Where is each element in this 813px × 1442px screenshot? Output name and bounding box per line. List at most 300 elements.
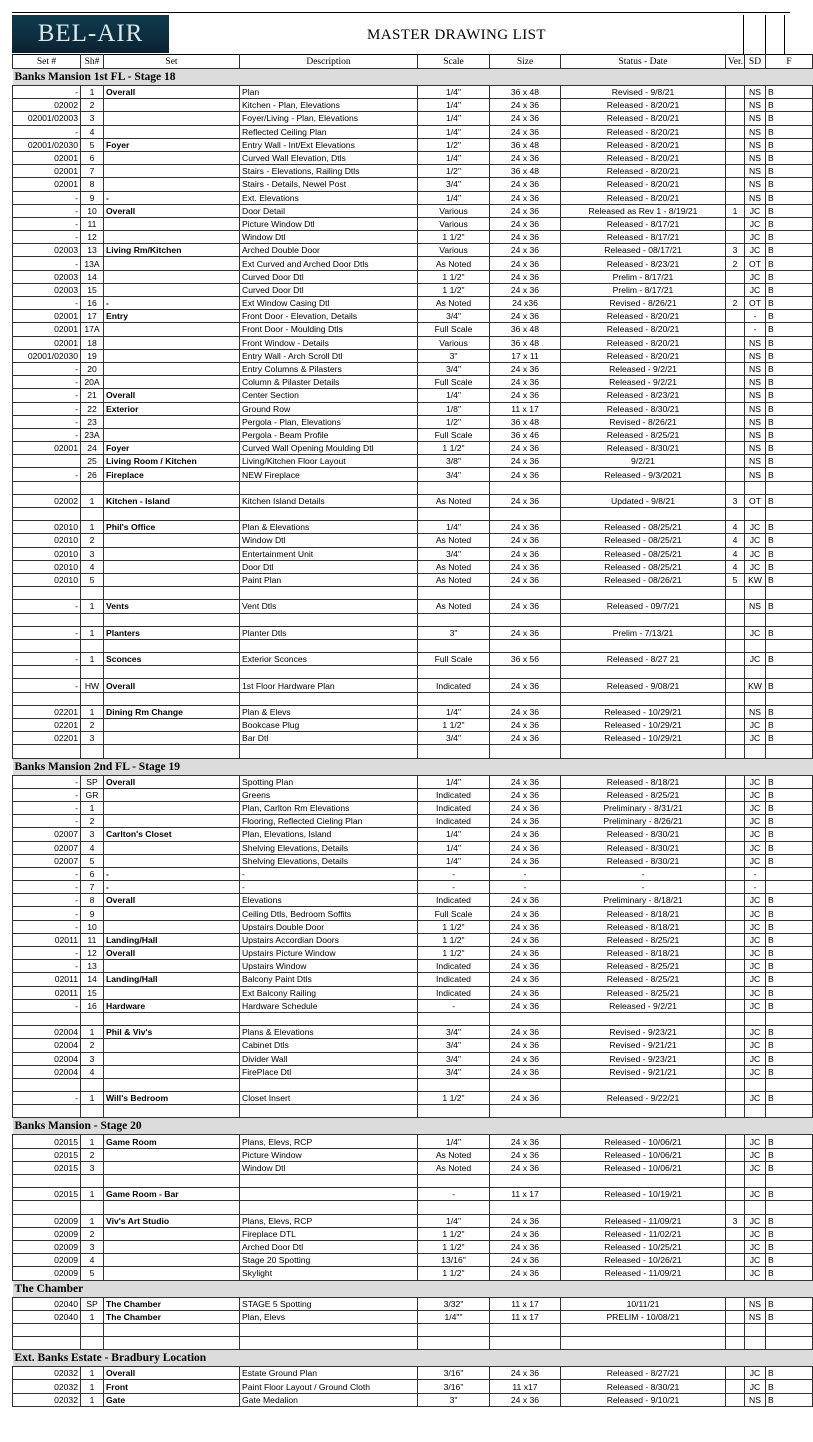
- section-header-row: [13, 1350, 813, 1367]
- table-row: [13, 1092, 813, 1105]
- set-number-cell: -: [13, 626, 81, 639]
- size-cell: 24 x 36: [490, 1039, 561, 1052]
- table-row: [13, 775, 813, 788]
- status-date-cell: Released - 8/25/21: [561, 960, 726, 973]
- scale-cell: Indicated: [418, 973, 490, 986]
- f-cell: B: [766, 283, 813, 296]
- status-date-cell: Prelim - 7/13/21: [561, 626, 726, 639]
- set-number-cell: 02201: [13, 732, 81, 745]
- sheet-number-cell: [81, 1105, 104, 1118]
- set-number-cell: 02001: [13, 151, 81, 164]
- f-cell: B: [766, 1367, 813, 1380]
- version-cell: [726, 1201, 745, 1214]
- set-cell: [104, 745, 240, 758]
- set-number-cell: 02004: [13, 1026, 81, 1039]
- description-cell: [240, 1105, 418, 1118]
- sd-cell: JC: [745, 283, 766, 296]
- scale-cell: 1/8": [418, 402, 490, 415]
- sheet-number-cell: [81, 1201, 104, 1214]
- scale-cell: 3/4": [418, 547, 490, 560]
- table-row: [13, 217, 813, 230]
- blank-row: [13, 1337, 813, 1350]
- description-cell: Plan, Elevs: [240, 1310, 418, 1323]
- description-cell: [240, 1078, 418, 1091]
- table-row: [13, 719, 813, 732]
- scale-cell: Full Scale: [418, 653, 490, 666]
- sheet-number-cell: 3: [81, 112, 104, 125]
- table-row: [13, 815, 813, 828]
- set-number-cell: -: [13, 125, 81, 138]
- set-cell: [104, 560, 240, 573]
- version-cell: [726, 270, 745, 283]
- set-cell: Game Room: [104, 1135, 240, 1148]
- set-cell: [104, 1201, 240, 1214]
- description-cell: Ext Curved and Arched Door Dtls: [240, 257, 418, 270]
- sd-cell: [745, 1175, 766, 1188]
- sheet-number-cell: 2: [81, 815, 104, 828]
- set-number-cell: 02003: [13, 244, 81, 257]
- description-cell: [240, 1175, 418, 1188]
- section-header-row: [13, 1118, 813, 1135]
- set-number-cell: 02001/02030: [13, 138, 81, 151]
- scale-cell: Indicated: [418, 679, 490, 692]
- version-cell: [726, 1092, 745, 1105]
- f-cell: B: [766, 854, 813, 867]
- scale-cell: 1/4": [418, 125, 490, 138]
- status-date-cell: Released - 08/26/21: [561, 573, 726, 586]
- version-cell: [726, 455, 745, 468]
- status-date-cell: Released - 10/29/21: [561, 732, 726, 745]
- set-number-cell: 02011: [13, 986, 81, 999]
- scale-cell: 1/2": [418, 138, 490, 151]
- set-number-cell: -: [13, 362, 81, 375]
- size-cell: -: [490, 881, 561, 894]
- blank-row: [13, 1078, 813, 1091]
- f-cell: B: [766, 1135, 813, 1148]
- sd-cell: NS: [745, 1310, 766, 1323]
- table-row: [13, 428, 813, 441]
- f-cell: B: [766, 600, 813, 613]
- set-cell: [104, 349, 240, 362]
- version-cell: 4: [726, 547, 745, 560]
- status-date-cell: -: [561, 867, 726, 880]
- column-header-row: [13, 55, 813, 69]
- f-cell: B: [766, 1297, 813, 1310]
- status-date-cell: Released - 8/27/21: [561, 1367, 726, 1380]
- set-number-cell: 02040: [13, 1310, 81, 1323]
- description-cell: Column & Pilaster Details: [240, 376, 418, 389]
- f-cell: [766, 1323, 813, 1336]
- f-cell: [766, 666, 813, 679]
- sheet-number-cell: [81, 639, 104, 652]
- version-cell: 1: [726, 204, 745, 217]
- set-cell: [104, 283, 240, 296]
- set-cell: Entry: [104, 310, 240, 323]
- sheet-number-cell: 23: [81, 415, 104, 428]
- scale-cell: Indicated: [418, 960, 490, 973]
- blank-row: [13, 1012, 813, 1025]
- table-row: [13, 960, 813, 973]
- status-date-cell: Released - 10/06/21: [561, 1148, 726, 1161]
- set-cell: The Chamber: [104, 1297, 240, 1310]
- f-cell: B: [766, 1039, 813, 1052]
- status-date-cell: Prelim - 8/17/21: [561, 283, 726, 296]
- sheet-number-cell: [81, 508, 104, 521]
- f-cell: B: [766, 428, 813, 441]
- set-number-cell: -: [13, 907, 81, 920]
- description-cell: Hardware Schedule: [240, 999, 418, 1012]
- version-cell: [726, 362, 745, 375]
- f-cell: B: [766, 933, 813, 946]
- scale-cell: Various: [418, 217, 490, 230]
- version-cell: [726, 999, 745, 1012]
- table-row: [13, 1254, 813, 1267]
- sheet-number-cell: 1: [81, 600, 104, 613]
- sheet-number-cell: 4: [81, 125, 104, 138]
- size-cell: 24 x 36: [490, 788, 561, 801]
- sd-cell: NS: [745, 1393, 766, 1406]
- set-number-cell: 02015: [13, 1161, 81, 1174]
- set-cell: [104, 788, 240, 801]
- section-header-row: [13, 758, 813, 775]
- table-row: [13, 933, 813, 946]
- version-cell: [726, 1323, 745, 1336]
- status-date-cell: Released - 8/20/21: [561, 99, 726, 112]
- set-cell: Dining Rm Change: [104, 705, 240, 718]
- status-date-cell: [561, 481, 726, 494]
- set-cell: [104, 534, 240, 547]
- set-cell: [104, 907, 240, 920]
- status-date-cell: Released - 11/09/21: [561, 1267, 726, 1280]
- set-cell: Fireplace: [104, 468, 240, 481]
- scale-cell: As Noted: [418, 1161, 490, 1174]
- table-row: [13, 442, 813, 455]
- table-row: [13, 151, 813, 164]
- status-date-cell: -: [561, 881, 726, 894]
- version-cell: 4: [726, 521, 745, 534]
- sheet-number-cell: [81, 1337, 104, 1350]
- set-number-cell: [13, 639, 81, 652]
- sd-cell: NS: [745, 151, 766, 164]
- description-cell: Stairs - Details, Newel Post: [240, 178, 418, 191]
- scale-cell: Various: [418, 204, 490, 217]
- set-number-cell: -: [13, 775, 81, 788]
- sheet-number-cell: 2: [81, 534, 104, 547]
- f-cell: B: [766, 99, 813, 112]
- scale-cell: Various: [418, 244, 490, 257]
- version-cell: [726, 639, 745, 652]
- scale-cell: [418, 1175, 490, 1188]
- scale-cell: 1 1/2": [418, 1267, 490, 1280]
- description-cell: Planter Dtls: [240, 626, 418, 639]
- table-row: [13, 1297, 813, 1310]
- table-row: [13, 165, 813, 178]
- scale-cell: 3/4": [418, 732, 490, 745]
- status-date-cell: [561, 613, 726, 626]
- scale-cell: -: [418, 1188, 490, 1201]
- f-cell: B: [766, 894, 813, 907]
- set-number-cell: 02040: [13, 1297, 81, 1310]
- size-cell: 24 x 36: [490, 112, 561, 125]
- scale-cell: As Noted: [418, 1148, 490, 1161]
- sheet-number-cell: 13: [81, 244, 104, 257]
- sheet-number-cell: [81, 1175, 104, 1188]
- version-cell: [726, 933, 745, 946]
- status-date-cell: Released - 9/3/2021: [561, 468, 726, 481]
- status-date-cell: [561, 1337, 726, 1350]
- set-number-cell: -: [13, 894, 81, 907]
- status-date-cell: Prelim - 8/17/21: [561, 270, 726, 283]
- status-date-cell: Released - 8/20/21: [561, 191, 726, 204]
- sheet-number-cell: 19: [81, 349, 104, 362]
- status-date-cell: Released - 8/25/21: [561, 973, 726, 986]
- version-cell: [726, 626, 745, 639]
- set-cell: Carlton's Closet: [104, 828, 240, 841]
- sheet-number-cell: [81, 745, 104, 758]
- status-date-cell: Released - 10/29/21: [561, 719, 726, 732]
- sheet-number-cell: [81, 1323, 104, 1336]
- sd-cell: JC: [745, 1161, 766, 1174]
- table-row: [13, 112, 813, 125]
- version-cell: [726, 481, 745, 494]
- size-cell: 24 x 36: [490, 626, 561, 639]
- scale-cell: 1/4": [418, 841, 490, 854]
- table-row: [13, 894, 813, 907]
- set-cell: Gate: [104, 1393, 240, 1406]
- f-cell: B: [766, 217, 813, 230]
- version-cell: [726, 679, 745, 692]
- set-cell: [104, 508, 240, 521]
- scale-cell: 1/4": [418, 191, 490, 204]
- col-size: Size: [490, 55, 561, 69]
- size-cell: 17 x 11: [490, 349, 561, 362]
- sheet-number-cell: [81, 692, 104, 705]
- status-date-cell: Preliminary - 8/18/21: [561, 894, 726, 907]
- f-cell: [766, 639, 813, 652]
- status-date-cell: Revised - 9/23/21: [561, 1026, 726, 1039]
- size-cell: 36 x 48: [490, 138, 561, 151]
- set-cell: Living Rm/Kitchen: [104, 244, 240, 257]
- description-cell: [240, 1012, 418, 1025]
- version-cell: [726, 788, 745, 801]
- version-cell: [726, 1337, 745, 1350]
- sheet-number-cell: 22: [81, 402, 104, 415]
- f-cell: B: [766, 841, 813, 854]
- set-cell: [104, 1227, 240, 1240]
- description-cell: Ext Balcony Railing: [240, 986, 418, 999]
- version-cell: [726, 1254, 745, 1267]
- table-row: [13, 881, 813, 894]
- size-cell: 24 x 36: [490, 920, 561, 933]
- status-date-cell: Released - 8/30/21: [561, 1380, 726, 1393]
- status-date-cell: Preliminary - 8/31/21: [561, 801, 726, 814]
- size-cell: 24 x 36: [490, 600, 561, 613]
- size-cell: [490, 1105, 561, 1118]
- description-cell: Front Door - Moulding Dtls: [240, 323, 418, 336]
- set-number-cell: [13, 1012, 81, 1025]
- f-cell: B: [766, 1310, 813, 1323]
- status-date-cell: Released - 08/25/21: [561, 547, 726, 560]
- sheet-number-cell: SP: [81, 775, 104, 788]
- set-number-cell: 02001/02030: [13, 349, 81, 362]
- set-cell: [104, 428, 240, 441]
- size-cell: 24 x 36: [490, 178, 561, 191]
- sheet-number-cell: 12: [81, 231, 104, 244]
- f-cell: B: [766, 1380, 813, 1393]
- f-cell: B: [766, 907, 813, 920]
- scale-cell: 3/4": [418, 1026, 490, 1039]
- scale-cell: 1/4": [418, 854, 490, 867]
- set-number-cell: 02009: [13, 1254, 81, 1267]
- description-cell: Curved Wall Elevation, Dtls: [240, 151, 418, 164]
- size-cell: 24 x 36: [490, 534, 561, 547]
- scale-cell: -: [418, 867, 490, 880]
- f-cell: B: [766, 801, 813, 814]
- set-cell: [104, 639, 240, 652]
- scale-cell: [418, 1201, 490, 1214]
- status-date-cell: [561, 1105, 726, 1118]
- section-title: Banks Mansion 2nd FL - Stage 19: [13, 758, 813, 775]
- size-cell: [490, 1337, 561, 1350]
- blank-row: [13, 1105, 813, 1118]
- version-cell: 3: [726, 244, 745, 257]
- f-cell: [766, 1201, 813, 1214]
- sheet-number-cell: [81, 1078, 104, 1091]
- status-date-cell: Released - 9/2/21: [561, 376, 726, 389]
- table-row: [13, 1380, 813, 1393]
- size-cell: 36 x 48: [490, 323, 561, 336]
- description-cell: Center Section: [240, 389, 418, 402]
- version-cell: 2: [726, 257, 745, 270]
- set-number-cell: 02009: [13, 1240, 81, 1253]
- set-number-cell: 02001: [13, 165, 81, 178]
- sheet-number-cell: 6: [81, 151, 104, 164]
- version-cell: [726, 986, 745, 999]
- f-cell: B: [766, 1393, 813, 1406]
- size-cell: [490, 666, 561, 679]
- table-row: [13, 86, 813, 99]
- sd-cell: JC: [745, 828, 766, 841]
- sheet-number-cell: 16: [81, 999, 104, 1012]
- sd-cell: NS: [745, 415, 766, 428]
- f-cell: B: [766, 178, 813, 191]
- f-cell: [766, 587, 813, 600]
- set-number-cell: -: [13, 600, 81, 613]
- col-description: Description: [240, 55, 418, 69]
- set-cell: Overall: [104, 204, 240, 217]
- status-date-cell: Updated - 9/8/21: [561, 494, 726, 507]
- size-cell: 24 x 36: [490, 389, 561, 402]
- set-cell: Phil & Viv's: [104, 1026, 240, 1039]
- f-cell: B: [766, 442, 813, 455]
- scale-cell: 1/4": [418, 775, 490, 788]
- set-cell: [104, 960, 240, 973]
- scale-cell: 1/4": [418, 86, 490, 99]
- table-row: [13, 1240, 813, 1253]
- sheet-number-cell: 14: [81, 973, 104, 986]
- sd-cell: NS: [745, 376, 766, 389]
- set-number-cell: -: [13, 801, 81, 814]
- description-cell: Front Window - Details: [240, 336, 418, 349]
- version-cell: [726, 613, 745, 626]
- bel-air-logo: BEL-AIR: [12, 15, 169, 53]
- status-date-cell: Released - 10/29/21: [561, 705, 726, 718]
- size-cell: 24 x 36: [490, 468, 561, 481]
- set-number-cell: 02001/02003: [13, 112, 81, 125]
- col-sheet-number: Sh#: [81, 55, 104, 69]
- status-date-cell: Released - 9/2/21: [561, 999, 726, 1012]
- scale-cell: 1/4": [418, 99, 490, 112]
- set-number-cell: -: [13, 815, 81, 828]
- set-cell: [104, 257, 240, 270]
- drawing-list-table: [12, 54, 813, 1407]
- sd-cell: KW: [745, 679, 766, 692]
- set-cell: Foyer: [104, 138, 240, 151]
- description-cell: [240, 587, 418, 600]
- description-cell: Skylight: [240, 1267, 418, 1280]
- f-cell: B: [766, 775, 813, 788]
- sheet-number-cell: [81, 666, 104, 679]
- version-cell: [726, 1078, 745, 1091]
- size-cell: 24 x 36: [490, 204, 561, 217]
- version-cell: [726, 1297, 745, 1310]
- set-cell: Will's Bedroom: [104, 1092, 240, 1105]
- description-cell: Spotting Plan: [240, 775, 418, 788]
- set-number-cell: 02010: [13, 573, 81, 586]
- scale-cell: Various: [418, 336, 490, 349]
- description-cell: Shelving Elevations, Details: [240, 841, 418, 854]
- status-date-cell: Released - 8/20/21: [561, 165, 726, 178]
- f-cell: B: [766, 1148, 813, 1161]
- status-date-cell: [561, 1175, 726, 1188]
- version-cell: [726, 745, 745, 758]
- f-cell: [766, 692, 813, 705]
- scale-cell: 1 1/2": [418, 947, 490, 960]
- description-cell: Kitchen Island Details: [240, 494, 418, 507]
- sheet-number-cell: 10: [81, 204, 104, 217]
- set-cell: [104, 815, 240, 828]
- scale-cell: Full Scale: [418, 376, 490, 389]
- sd-cell: JC: [745, 1254, 766, 1267]
- set-number-cell: [13, 1323, 81, 1336]
- description-cell: Picture Window Dtl: [240, 217, 418, 230]
- status-date-cell: [561, 1201, 726, 1214]
- scale-cell: Indicated: [418, 894, 490, 907]
- table-row: [13, 907, 813, 920]
- status-date-cell: Released - 8/25/21: [561, 428, 726, 441]
- sd-cell: [745, 745, 766, 758]
- size-cell: 24 x 36: [490, 362, 561, 375]
- version-cell: [726, 705, 745, 718]
- header-divider: [743, 15, 744, 55]
- size-cell: [490, 1175, 561, 1188]
- set-cell: [104, 231, 240, 244]
- size-cell: 24 x 36: [490, 1052, 561, 1065]
- f-cell: B: [766, 626, 813, 639]
- set-number-cell: -: [13, 867, 81, 880]
- sd-cell: JC: [745, 1380, 766, 1393]
- set-number-cell: 02003: [13, 283, 81, 296]
- section-title: Banks Mansion 1st FL - Stage 18: [13, 69, 813, 86]
- table-row: [13, 841, 813, 854]
- header-divider: [765, 15, 766, 55]
- set-cell: Planters: [104, 626, 240, 639]
- f-cell: B: [766, 389, 813, 402]
- size-cell: 24 x 36: [490, 1214, 561, 1227]
- set-cell: [104, 1148, 240, 1161]
- description-cell: Pergola - Plan, Elevations: [240, 415, 418, 428]
- description-cell: STAGE 5 Spotting: [240, 1297, 418, 1310]
